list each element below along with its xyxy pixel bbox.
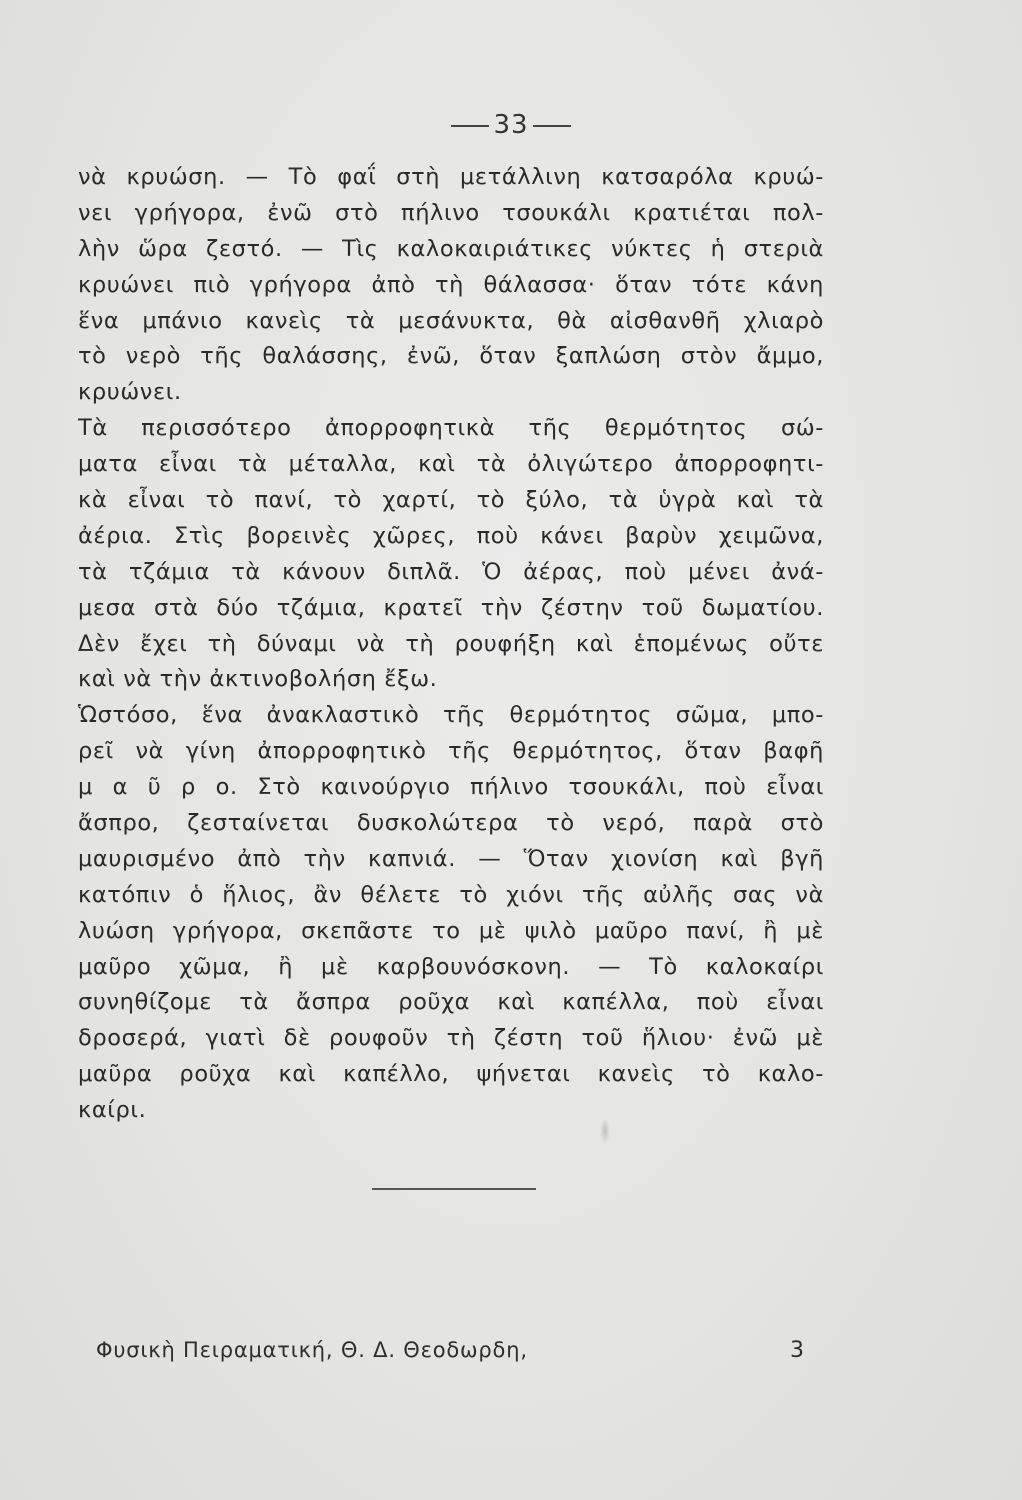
text-line: Ὡστόσο, ἕνα ἀνακλαστικὸ τῆς θερμότητος σῶμα, μπο- <box>78 702 824 729</box>
text-line: μαυρισμένο ἀπὸ τὴν καπνιά. — Ὅταν χιονίση καὶ βγῆ <box>78 845 824 872</box>
text-line: Τὰ περισσότερο ἀπορροφητικὰ τῆς θερμότητος σώ- <box>78 415 824 442</box>
text-line: τὸ νερὸ τῆς θαλάσσης, ἐνῶ, ὅταν ξαπλώση στὸν ἄμμο, <box>78 343 824 370</box>
text-line: συνηθίζομε τὰ ἄσπρα ροῦχα καὶ καπέλλα, ποὺ εἶναι <box>78 989 824 1016</box>
footer-book-title: Φυσικὴ Πειραματική, Θ. Δ. Θεοδωρδη, <box>96 1338 528 1362</box>
body-text <box>78 160 824 1129</box>
text-line: νει γρήγορα, ἐνῶ στὸ πήλινο τσουκάλι κρατιέται πολ- <box>78 199 824 226</box>
text-line: ἄσπρο, ζεσταίνεται δυσκολώτερα τὸ νερό, παρὰ στὸ <box>78 810 824 837</box>
text-line: ἀέρια. Στὶς βορεινὲς χῶρες, ποὺ κάνει βαρὺν χειμῶνα, <box>78 522 824 549</box>
print-speck <box>600 1118 610 1144</box>
text-line: ματα εἶναι τὰ μέταλλα, καὶ τὰ ὀλιγώτερο ἀπορροφητι- <box>78 451 824 478</box>
text-line: καὶ νὰ τὴν ἀκτινοβολήση ἔξω. <box>78 666 438 693</box>
page-number-dash-right <box>533 125 571 127</box>
text-line: κρυώνει πιὸ γρήγορα ἀπὸ τὴ θάλασσα· ὅταν τότε κάνη <box>78 271 824 298</box>
text-line: Δὲν ἔχει τὴ δύναμι νὰ τὴ ρουφήξη καὶ ἑπομένως οὔτε <box>78 630 824 657</box>
text-line: λυώση γρήγορα, σκεπᾶστε το μὲ ψιλὸ μαῦρο πανί, ἢ μὲ <box>78 917 824 944</box>
text-line: μ α ῦ ρ ο. Στὸ καινούργιο πήλινο τσουκάλι, ποὺ εἶναι <box>78 774 824 801</box>
text-line: ρεῖ νὰ γίνη ἀπορροφητικὸ τῆς θερμότητος, ὅταν βαφῆ <box>78 738 824 765</box>
section-separator <box>372 1188 536 1190</box>
text-line: καίρι. <box>78 1097 147 1124</box>
page-number-dash-left <box>451 125 489 127</box>
page-number: 33 <box>493 110 529 140</box>
text-line: λὴν ὥρα ζεστό. — Τὶς καλοκαιριάτικες νύκτες ἡ στεριὰ <box>78 235 824 262</box>
text-line: ἕνα μπάνιο κανεὶς τὰ μεσάνυκτα, θὰ αἰσθανθῆ χλιαρὸ <box>78 307 824 334</box>
page-number-header <box>0 110 1022 140</box>
text-line: μεσα στὰ δύο τζάμια, κρατεῖ τὴν ζέστην τοῦ δωματίου. <box>78 594 824 621</box>
text-line: μαῦρα ροῦχα καὶ καπέλλο, ψήνεται κανεὶς τὸ καλο- <box>78 1061 824 1088</box>
text-line: κὰ εἶναι τὸ πανί, τὸ χαρτί, τὸ ξύλο, τὰ ὑγρὰ καὶ τὰ <box>78 487 824 514</box>
footer-signature-mark: 3 <box>790 1338 804 1363</box>
text-line: κρυώνει. <box>78 379 182 406</box>
text-line: κατόπιν ὁ ἥλιος, ἂν θέλετε τὸ χιόνι τῆς αὐλῆς σας νὰ <box>78 881 824 908</box>
text-line: νὰ κρυώση. — Τὸ φαΐ στὴ μετάλλινη κατσαρόλα κρυώ- <box>78 164 824 190</box>
text-line: τὰ τζάμια τὰ κάνουν διπλᾶ. Ὁ ἀέρας, ποὺ μένει ἀνά- <box>78 558 824 585</box>
text-line: δροσερά, γιατὶ δὲ ρουφοῦν τὴ ζέστη τοῦ ἥλιου· ἐνῶ μὲ <box>78 1025 824 1052</box>
text-line: μαῦρο χῶμα, ἢ μὲ καρβουνόσκονη. — Τὸ καλοκαίρι <box>78 953 824 980</box>
